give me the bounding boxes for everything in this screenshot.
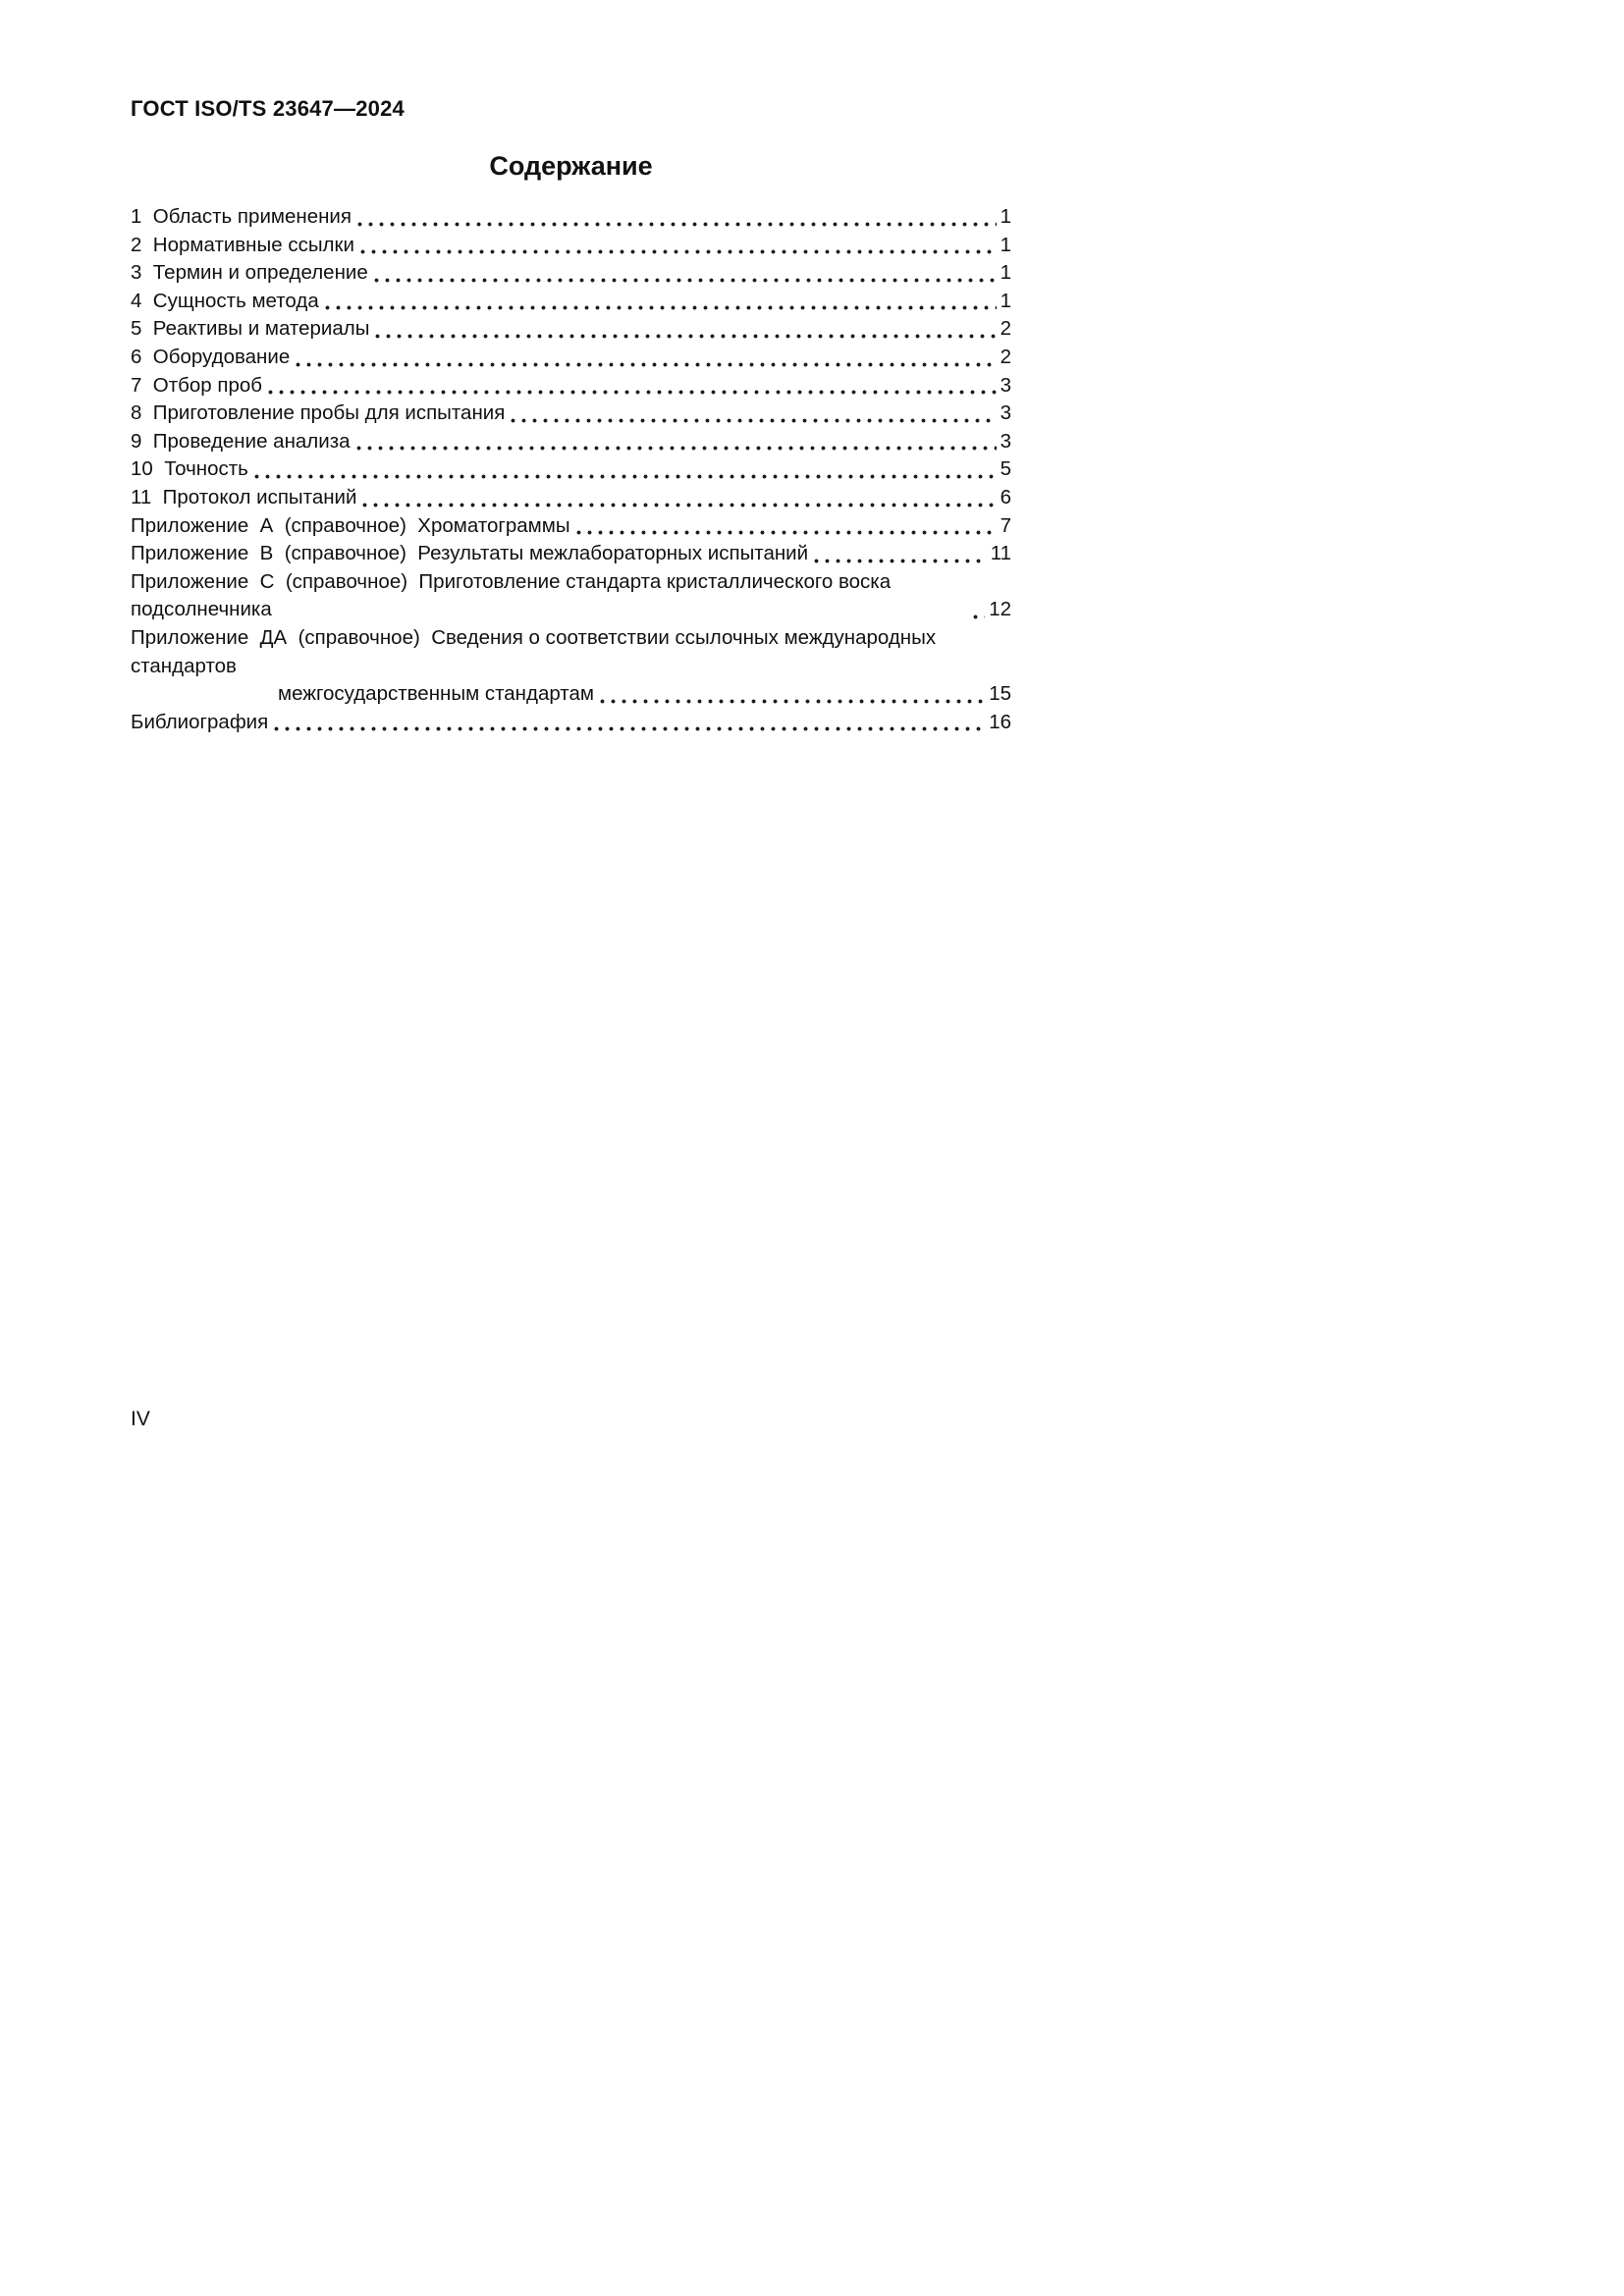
toc-entry-label-continuation: межгосударственным стандартам xyxy=(278,682,594,706)
toc-entry xyxy=(131,455,1011,484)
toc-entry-label: 11 Протокол испытаний xyxy=(131,485,357,508)
toc-entry-page: 16 xyxy=(989,710,1011,733)
toc-entry-page: 1 xyxy=(1000,233,1011,256)
dot-leader xyxy=(362,503,996,507)
toc-entry xyxy=(131,400,1011,428)
toc-entry-label: 3 Термин и определение xyxy=(131,261,368,285)
toc-entry xyxy=(131,344,1011,372)
toc-entry-label: Приложение ДА (справочное) Сведения о соответствии ссылочных международных стандартов xyxy=(131,625,942,677)
toc-entry xyxy=(131,512,1011,541)
toc-entry xyxy=(131,372,1011,400)
footer-page-number: IV xyxy=(131,1408,150,1430)
toc-entry-page: 2 xyxy=(1000,345,1011,368)
dot-leader xyxy=(600,699,985,704)
toc-entry-page: 1 xyxy=(1000,261,1011,285)
dot-leader xyxy=(973,614,985,619)
toc-entry-page: 6 xyxy=(1000,485,1011,508)
toc-entry-page: 3 xyxy=(1000,429,1011,453)
toc-entry-wrapped-line2 xyxy=(131,680,1011,709)
toc-entry-page: 5 xyxy=(1000,457,1011,481)
toc-entry-label: 7 Отбор проб xyxy=(131,373,263,397)
toc-entry-label: Приложение А (справочное) Хроматограммы xyxy=(131,513,570,537)
toc-entry-page: 15 xyxy=(989,682,1011,706)
toc-entry-label: Приложение В (справочное) Результаты межлабораторных испытаний xyxy=(131,542,809,565)
dot-leader xyxy=(375,334,996,339)
dot-leader xyxy=(274,726,985,731)
toc-entry xyxy=(131,484,1011,512)
dot-leader xyxy=(296,362,996,367)
toc-entry-label: 8 Приготовление пробы для испытания xyxy=(131,401,506,425)
toc-entry xyxy=(131,203,1011,232)
toc-entry-page: 12 xyxy=(989,598,1011,621)
toc-entry-label: 10 Точность xyxy=(131,457,248,481)
dot-leader xyxy=(511,418,996,423)
dot-leader xyxy=(357,222,997,227)
toc-entry xyxy=(131,709,1011,737)
toc-entry xyxy=(131,232,1011,260)
toc-entry xyxy=(131,315,1011,344)
toc-entry-label: 4 Сущность метода xyxy=(131,289,319,312)
toc-entry xyxy=(131,540,1011,568)
toc-entry-label: 9 Проведение анализа xyxy=(131,429,351,453)
toc-entry xyxy=(131,428,1011,456)
toc-entry-label: Приложение С (справочное) Приготовление стандарта кристаллического воска подсолнечника xyxy=(131,569,896,621)
dot-leader xyxy=(360,249,997,254)
toc-entry-page: 1 xyxy=(1000,205,1011,228)
dot-leader xyxy=(814,559,987,563)
dot-leader xyxy=(254,474,997,479)
toc-entry-page: 3 xyxy=(1000,373,1011,397)
toc-entry xyxy=(131,568,1011,624)
dot-leader xyxy=(268,390,997,395)
toc-entry xyxy=(131,288,1011,316)
dot-leader xyxy=(356,446,997,451)
toc-entry-label: 1 Область применения xyxy=(131,205,352,228)
dot-leader xyxy=(576,530,997,535)
toc-entry-page: 11 xyxy=(990,542,1011,565)
toc-entry-label: 2 Нормативные ссылки xyxy=(131,233,354,256)
toc-entry-page: 3 xyxy=(1000,401,1011,425)
dot-leader xyxy=(374,278,997,283)
toc-entry-page: 1 xyxy=(1000,289,1011,312)
table-of-contents xyxy=(131,203,1011,736)
page-content xyxy=(131,96,1011,736)
toc-entry xyxy=(131,259,1011,288)
toc-entry-label: Библиография xyxy=(131,710,269,733)
dot-leader xyxy=(325,305,997,310)
toc-entry-label: 5 Реактивы и материалы xyxy=(131,317,370,341)
toc-entry-label: 6 Оборудование xyxy=(131,345,291,368)
toc-entry-wrapped-line1 xyxy=(131,624,1011,680)
toc-title: Содержание xyxy=(489,151,653,181)
toc-entry-page: 7 xyxy=(1000,513,1011,537)
toc-entry-page: 2 xyxy=(1000,317,1011,341)
document-number: ГОСТ ISO/TS 23647—2024 xyxy=(131,96,405,121)
